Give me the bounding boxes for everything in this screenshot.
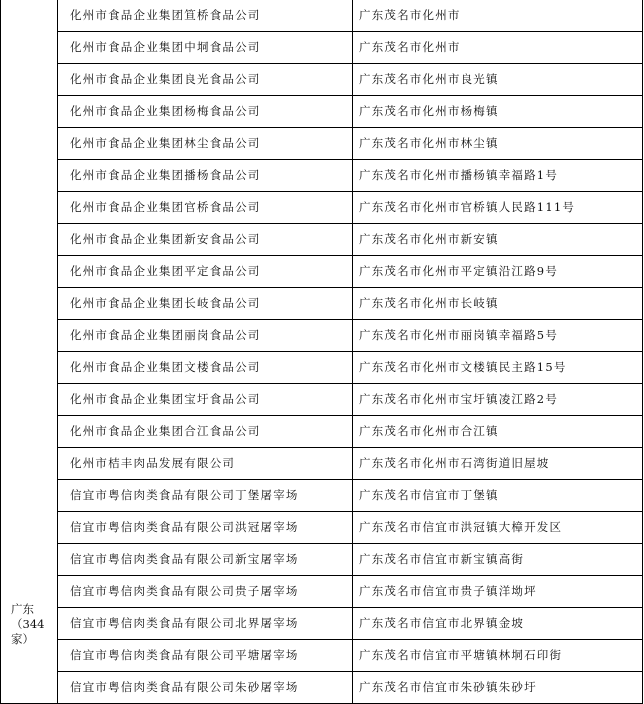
- company-address: 广东茂名市化州市林尘镇: [353, 128, 643, 160]
- table-row: [1, 544, 643, 576]
- table-row: [1, 480, 643, 512]
- table-body: [1, 0, 643, 704]
- company-address: 广东茂名市信宜市朱砂镇朱砂圩: [353, 672, 643, 704]
- company-name: 化州市食品企业集团林尘食品公司: [58, 128, 353, 160]
- company-name: 信宜市粤信肉类食品有限公司北界屠宰场: [58, 608, 353, 640]
- table-row: [1, 608, 643, 640]
- company-name: 化州市食品企业集团新安食品公司: [58, 224, 353, 256]
- company-address: 广东茂名市信宜市贵子镇洋坳坪: [353, 576, 643, 608]
- table-row: [1, 96, 643, 128]
- company-address: 广东茂名市化州市文楼镇民主路15号: [353, 352, 643, 384]
- table-row: [1, 288, 643, 320]
- company-address: 广东茂名市化州市官桥镇人民路111号: [353, 192, 643, 224]
- company-address: 广东茂名市化州市良光镇: [353, 64, 643, 96]
- region-count: （344: [11, 617, 45, 631]
- company-name: 化州市食品企业集团官桥食品公司: [58, 192, 353, 224]
- company-name: 化州市食品企业集团合江食品公司: [58, 416, 353, 448]
- company-address: 广东茂名市化州市新安镇: [353, 224, 643, 256]
- company-address: 广东茂名市化州市合江镇: [353, 416, 643, 448]
- table-row: [1, 416, 643, 448]
- table-row: [1, 0, 643, 32]
- company-name: 信宜市粤信肉类食品有限公司新宝屠宰场: [58, 544, 353, 576]
- table-row: [1, 640, 643, 672]
- company-name: 信宜市粤信肉类食品有限公司丁堡屠宰场: [58, 480, 353, 512]
- company-address: 广东茂名市信宜市洪冠镇大樟开发区: [353, 512, 643, 544]
- company-name: 化州市食品企业集团笪桥食品公司: [58, 0, 353, 32]
- table-row: [1, 384, 643, 416]
- company-name: 化州市食品企业集团播杨食品公司: [58, 160, 353, 192]
- table-row: [1, 448, 643, 480]
- table-row: [1, 32, 643, 64]
- table-row: [1, 352, 643, 384]
- table-row: [1, 224, 643, 256]
- table-row: [1, 256, 643, 288]
- table-row: [1, 512, 643, 544]
- company-name: 化州市食品企业集团中垌食品公司: [58, 32, 353, 64]
- company-name: 化州市食品企业集团良光食品公司: [58, 64, 353, 96]
- company-address: 广东茂名市化州市石湾街道旧屋坡: [353, 448, 643, 480]
- company-address: 广东茂名市信宜市丁堡镇: [353, 480, 643, 512]
- company-address: 广东茂名市化州市平定镇沿江路9号: [353, 256, 643, 288]
- company-name: 化州市食品企业集团平定食品公司: [58, 256, 353, 288]
- company-address: 广东茂名市化州市长岐镇: [353, 288, 643, 320]
- company-name: 化州市食品企业集团杨梅食品公司: [58, 96, 353, 128]
- company-name: 化州市食品企业集团长岐食品公司: [58, 288, 353, 320]
- company-address: 广东茂名市化州市宝圩镇凌江路2号: [353, 384, 643, 416]
- company-name: 化州市食品企业集团文楼食品公司: [58, 352, 353, 384]
- company-address: 广东茂名市信宜市北界镇金坡: [353, 608, 643, 640]
- company-address: 广东茂名市化州市: [353, 0, 643, 32]
- table-row: [1, 576, 643, 608]
- company-name: 信宜市粤信肉类食品有限公司贵子屠宰场: [58, 576, 353, 608]
- company-name: 化州市食品企业集团宝圩食品公司: [58, 384, 353, 416]
- table-row: [1, 320, 643, 352]
- region-name: 广东: [11, 602, 34, 616]
- table-row: [1, 160, 643, 192]
- table-row: [1, 128, 643, 160]
- table-row: [1, 64, 643, 96]
- company-name: 信宜市粤信肉类食品有限公司平塘屠宰场: [58, 640, 353, 672]
- table-row: [1, 192, 643, 224]
- table-row: [1, 672, 643, 704]
- company-address: 广东茂名市信宜市平塘镇林垌石印街: [353, 640, 643, 672]
- company-name: 化州市食品企业集团丽岗食品公司: [58, 320, 353, 352]
- company-name: 信宜市粤信肉类食品有限公司洪冠屠宰场: [58, 512, 353, 544]
- company-address: 广东茂名市化州市播杨镇幸福路1号: [353, 160, 643, 192]
- company-address: 广东茂名市化州市: [353, 32, 643, 64]
- company-name: 化州市桔丰肉品发展有限公司: [58, 448, 353, 480]
- company-address: 广东茂名市化州市丽岗镇幸福路5号: [353, 320, 643, 352]
- company-name: 信宜市粤信肉类食品有限公司朱砂屠宰场: [58, 672, 353, 704]
- company-address: 广东茂名市信宜市新宝镇高街: [353, 544, 643, 576]
- company-address: 广东茂名市化州市杨梅镇: [353, 96, 643, 128]
- region-cell: [1, 0, 58, 704]
- region-label: [11, 602, 57, 647]
- region-unit: 家）: [11, 632, 34, 646]
